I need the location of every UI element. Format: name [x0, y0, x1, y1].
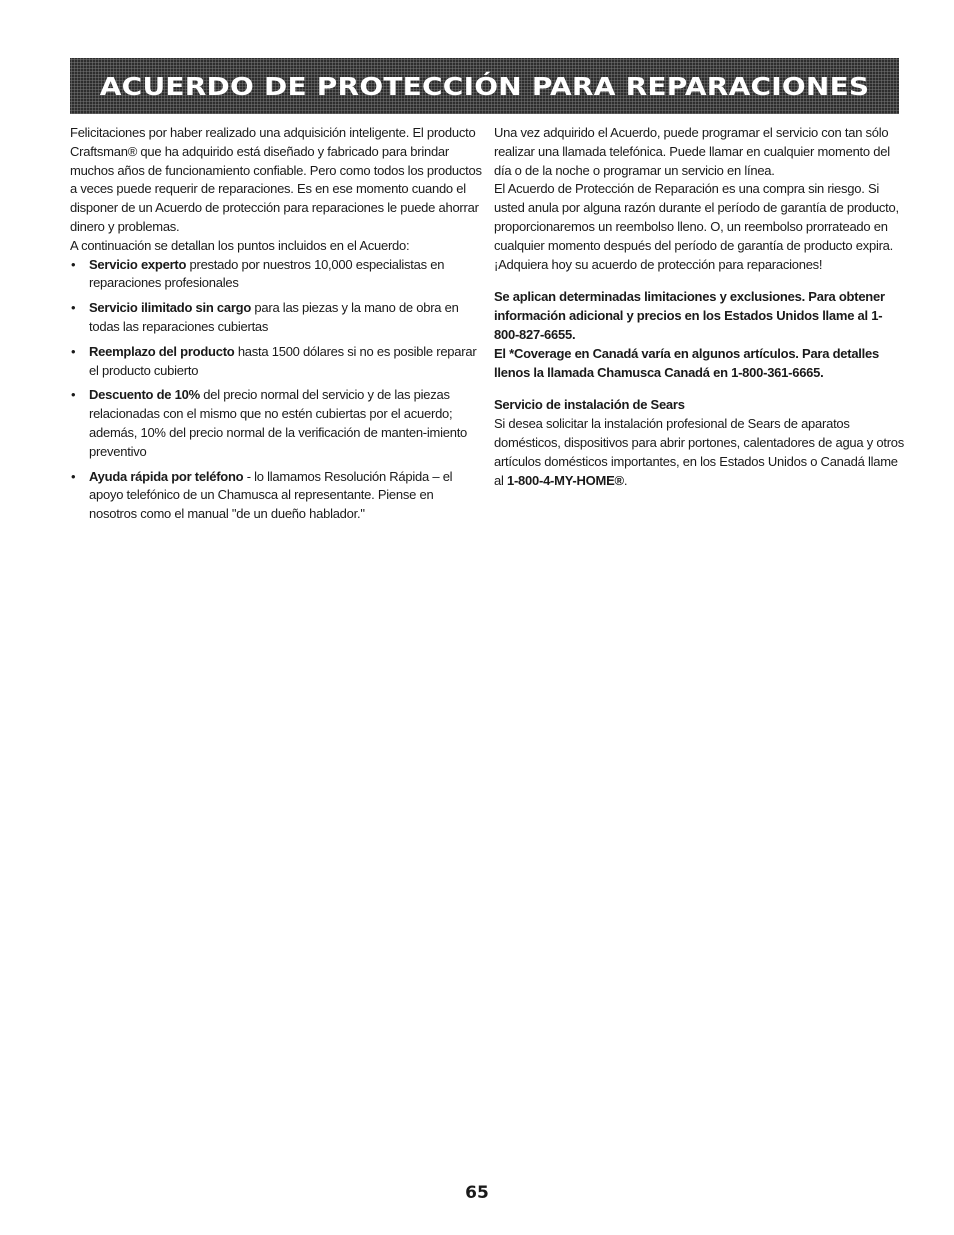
canada-coverage-notice: El *Coverage en Canadá varía en algunos artículos. Para detalles llenos la llamada Chamusca Canadá en 1-800-361-6665. [494, 345, 879, 380]
scheduling-paragraph: Una vez adquirido el Acuerdo, puede programar el servicio con tan sólo realizar una llamada telefónica. Puede llamar en cualquier momento del día o de la noche o programar un servicio en línea. [494, 125, 890, 178]
bullet-icon: • [71, 256, 76, 272]
left-column [70, 124, 482, 530]
bullet-icon: • [71, 468, 76, 484]
list-item-title: Servicio ilimitado sin cargo [89, 300, 252, 316]
list-item-text: del precio normal del servicio y de las piezas relacionadas con el mismo que no estén cubiertas por el acuerdo; además, 10% del precio normal de la verificación de manten-imiento preventivo [89, 387, 468, 459]
bullet-icon: • [71, 387, 76, 403]
list-item-text: - lo llamamos Resolución Rápida – el apoyo telefónico de un Chamusca al representante. Piense en nosotros como el manual "de un dueño hablador." [89, 468, 453, 522]
list-intro: A continuación se detallan los puntos incluidos en el Acuerdo: [70, 237, 410, 253]
guarantee-paragraph: El Acuerdo de Protección de Reparación es una compra sin riesgo. Si usted anula por alguna razón durante el período de garantía de producto, proporcionaremos un reembolso lleno. O, un reembolso prorrateado en cualquier momento después del período de garantía de producto expira. ¡Adquiera hoy su acuerdo de protección para reparaciones! [494, 181, 899, 272]
installation-paragraph: Si desea solicitar la instalación profesional de Sears de aparatos domésticos, dispositivos para abrir portones, calentadores de agua y otros artículos domésticos importantes, en los Estados Unidos o Canadá llame al 1-800-4-MY-HOME®. [494, 416, 905, 488]
installation-phone: 1-800-4-MY-HOME® [506, 472, 624, 488]
installation-heading: Servicio de instalación de Sears [494, 397, 685, 413]
list-item [70, 343, 482, 381]
list-item-text: hasta 1500 dólares si no es posible reparar el producto cubierto [89, 343, 477, 378]
right-column [494, 124, 904, 490]
list-item [70, 299, 482, 337]
list-item [70, 256, 482, 294]
list-item [70, 468, 482, 524]
bullet-icon: • [71, 343, 76, 359]
list-item-title: Servicio experto [89, 256, 187, 272]
list-item-title: Reemplazo del producto [89, 343, 235, 359]
list-item [70, 386, 482, 461]
list-item-title: Descuento de 10% [89, 387, 200, 403]
page-title: ACUERDO DE PROTECCIÓN PARA REPARACIONES [99, 71, 870, 101]
list-item-title: Ayuda rápida por teléfono [89, 468, 244, 484]
us-limitations-notice: Se aplican determinadas limitaciones y exclusiones. Para obtener información adicional y precios en los Estados Unidos llame al 1-800-827-6655. [494, 289, 885, 342]
section-header-banner [70, 58, 899, 114]
list-item-text: prestado por nuestros 10,000 especialistas en reparaciones profesionales [89, 256, 445, 291]
intro-paragraph: Felicitaciones por haber realizado una adquisición inteligente. El producto Craftsman® que ha adquirido está diseñado y fabricado para brindar muchos años de funcionamiento confiable. Pero como todos los productos a veces puede requerir de reparaciones. Es en ese momento cuando el disponer de un Acuerdo de protección para reparaciones le puede ahorrar dinero y problemas. [70, 125, 482, 234]
list-item-text: para las piezas y la mano de obra en todas las reparaciones cubiertas [89, 300, 459, 334]
page-number: 65 [465, 1183, 489, 1203]
coverage-list [70, 256, 482, 524]
bullet-icon: • [71, 300, 76, 316]
